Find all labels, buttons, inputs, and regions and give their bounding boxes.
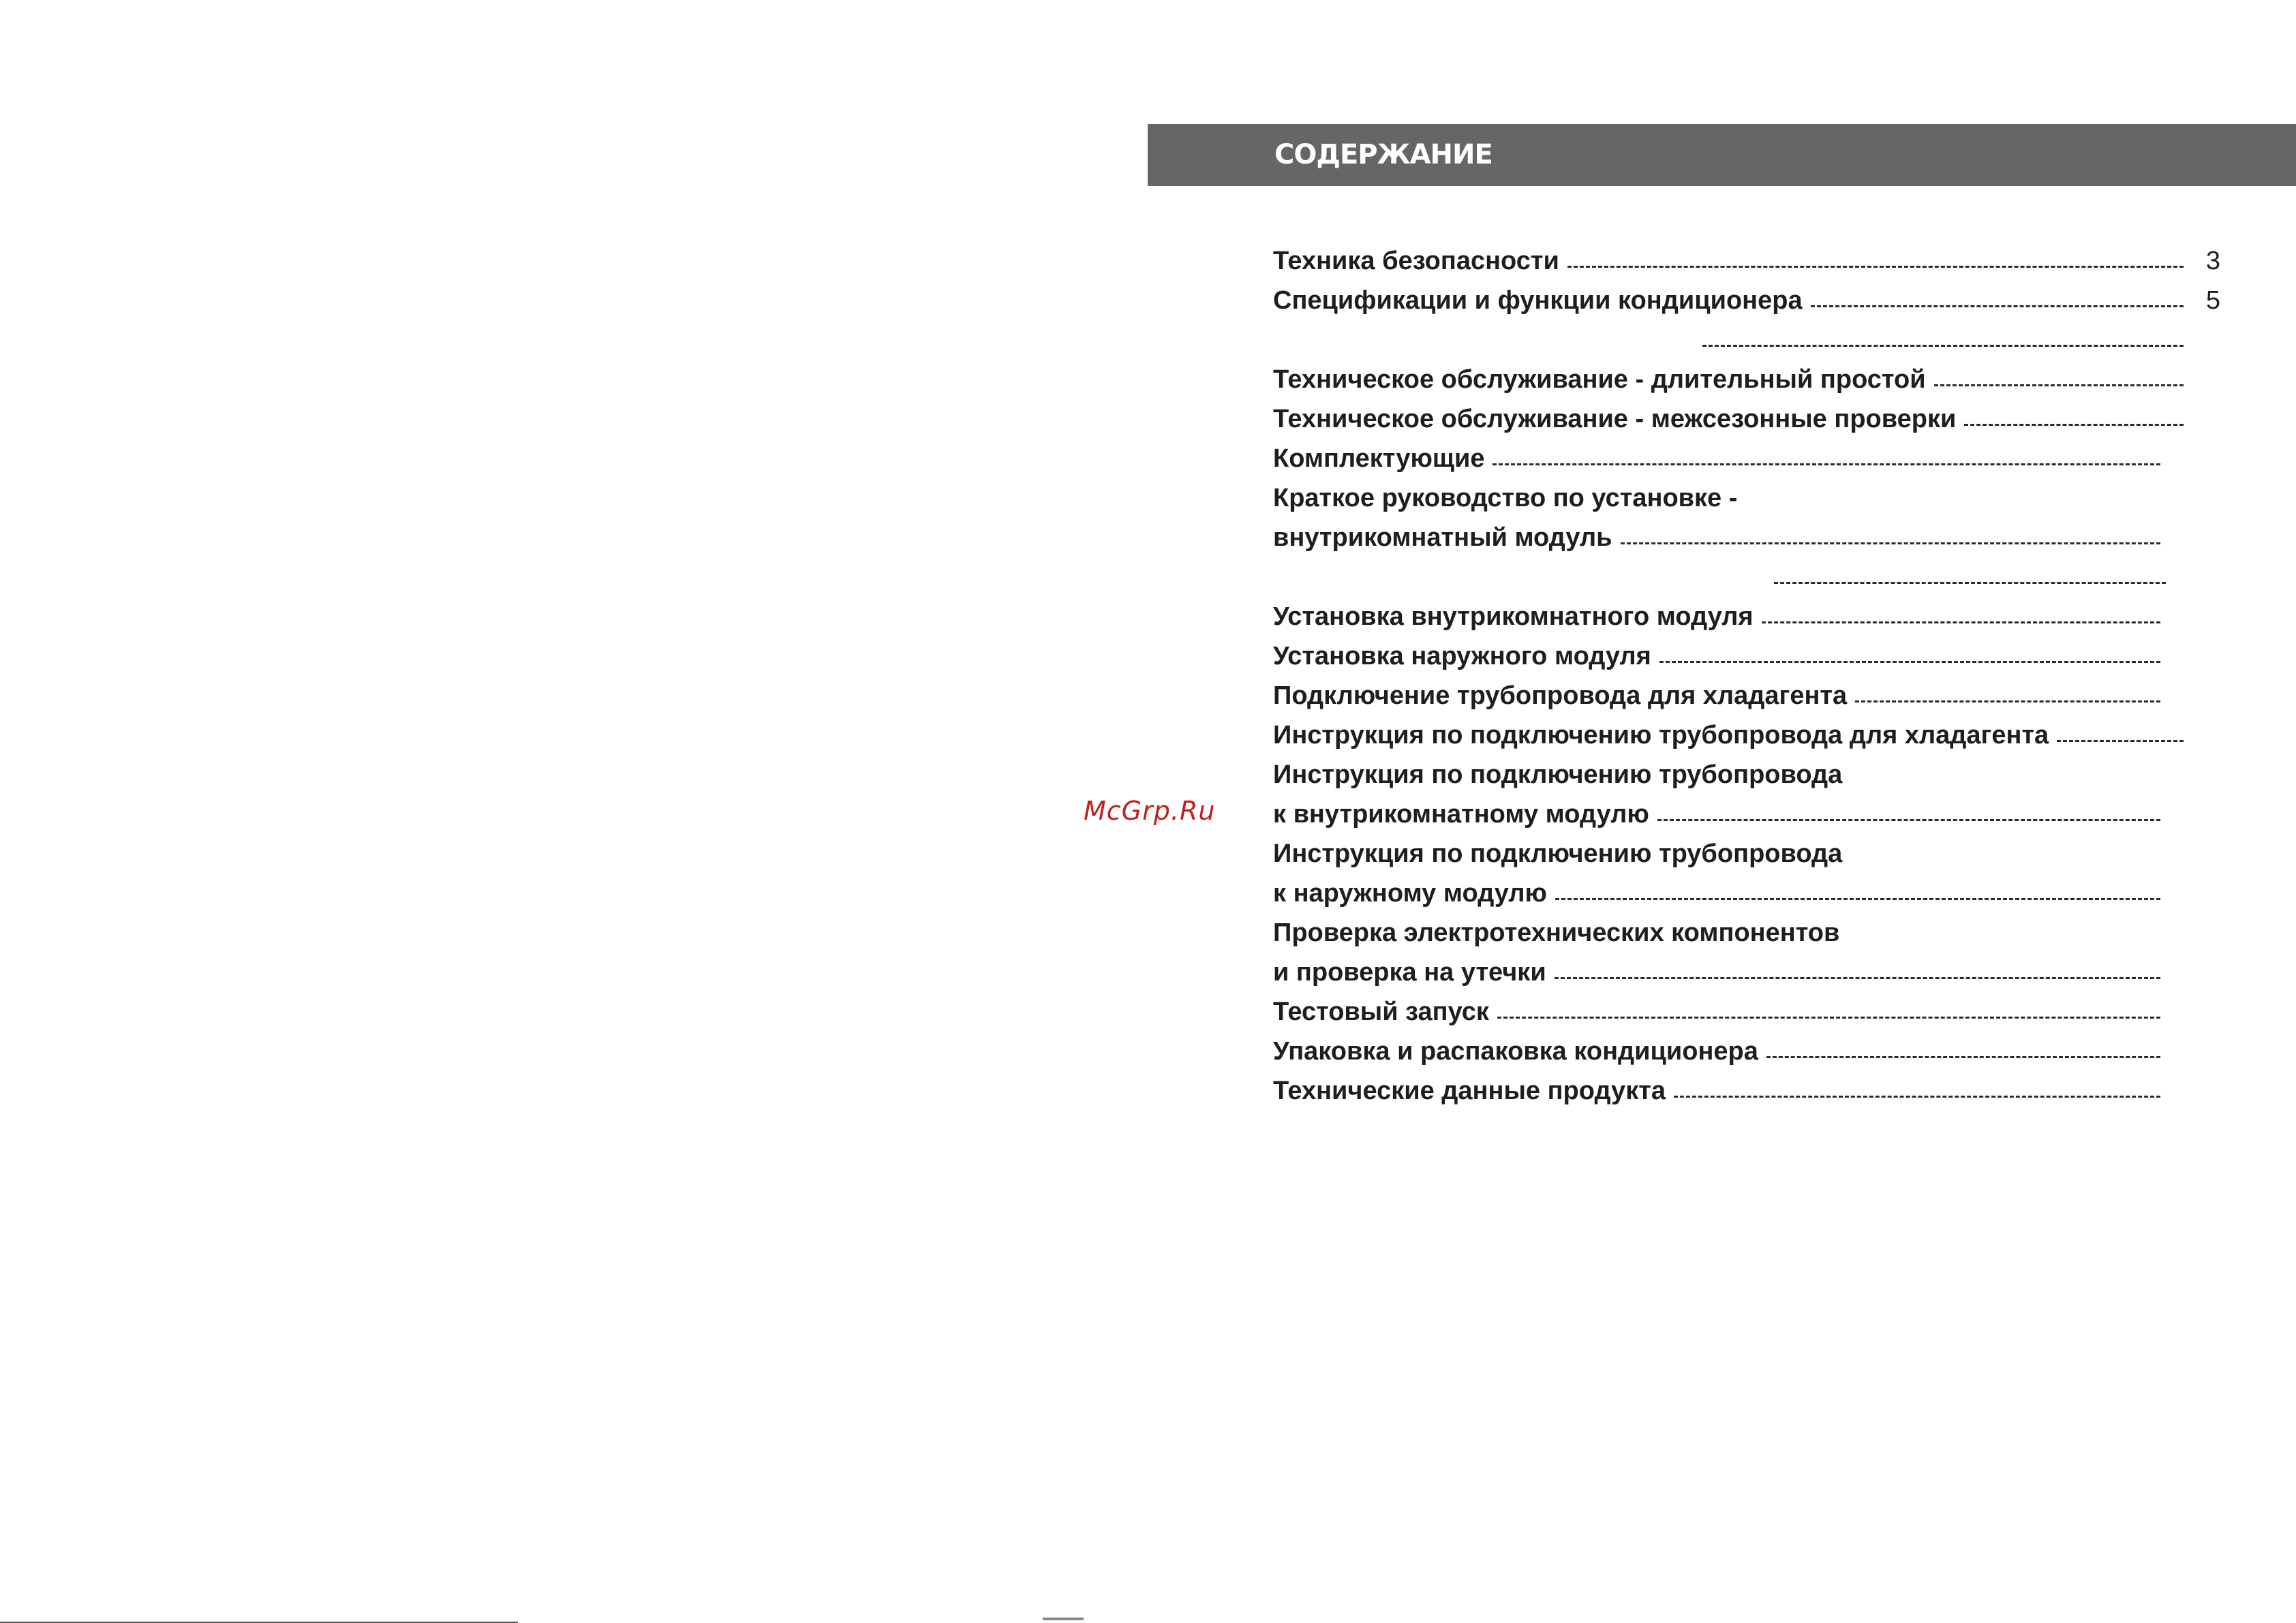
dot-leader (1567, 266, 2184, 268)
toc-entry-label: Техника безопасности (1273, 246, 1559, 275)
dot-leader (1555, 898, 2160, 900)
toc-entry-label: Установка внутрикомнатного модуля (1273, 602, 1754, 631)
toc-entry-quick-guide[interactable] (1273, 478, 2186, 518)
toc-entry-specifications[interactable] (1273, 281, 2220, 320)
page-title: СОДЕРЖАНИЕ (1274, 139, 1493, 170)
toc-entry-label: внутрикомнатный модуль (1273, 523, 1612, 552)
toc-entry-label: Технические данные продукта (1273, 1076, 1666, 1105)
toc-entry-label: Подключение трубопровода для хладагента (1273, 681, 1848, 710)
toc-entry-label: Техническое обслуживание - длительный простой (1273, 365, 1926, 394)
dot-leader (1934, 384, 2184, 386)
toc-page-number: 3 (2205, 247, 2220, 275)
toc-entry-label: Установка наружного модуля (1273, 641, 1651, 670)
toc-leader-line (1273, 557, 2186, 597)
toc-entry-label: и проверка на утечки (1273, 957, 1546, 987)
toc-entry-label: Инструкция по подключению трубопровода для хладагента (1273, 720, 2049, 749)
toc-page-number: 5 (2205, 286, 2220, 315)
header-band (1148, 124, 2296, 186)
dot-leader (1855, 700, 2160, 702)
toc-leader-line (1273, 320, 2186, 360)
dot-leader (1657, 819, 2160, 821)
toc-entry-technical-data[interactable] (1273, 1071, 2186, 1111)
toc-entry-label: Упаковка и распаковка кондиционера (1273, 1036, 1758, 1066)
dot-leader (1766, 1056, 2160, 1058)
toc-entry-label: Инструкция по подключению трубопровода (1273, 760, 1843, 789)
toc-entry-label: Спецификации и функции кондиционера (1273, 285, 1803, 315)
watermark-text: McGrp.Ru (1084, 796, 1216, 826)
dot-leader (1497, 1017, 2160, 1019)
toc-entry-outdoor-install[interactable] (1273, 636, 2186, 676)
toc-entry-label: Техническое обслуживание - межсезонные проверки (1273, 404, 1957, 433)
dot-leader (1811, 305, 2184, 307)
toc-entry-label: к внутрикомнатному модулю (1273, 799, 1649, 829)
dot-leader (1555, 977, 2160, 979)
toc-entry-refrigerant-instructions[interactable] (1273, 715, 2186, 755)
toc-entry-label: Тестовый запуск (1273, 997, 1489, 1026)
dot-leader (1659, 661, 2160, 663)
dot-leader (1493, 463, 2160, 465)
table-of-contents (1273, 241, 2220, 1111)
dot-leader (1621, 542, 2161, 544)
toc-entry-maintenance-idle[interactable] (1273, 360, 2186, 399)
toc-entry-indoor-piping[interactable] (1273, 755, 2186, 794)
dot-leader (1774, 582, 2166, 584)
toc-entry-safety[interactable] (1273, 241, 2220, 281)
dot-leader (2057, 740, 2184, 742)
dot-leader (1762, 621, 2160, 623)
toc-entry-maintenance-seasonal[interactable] (1273, 399, 2186, 439)
toc-entry-label: Инструкция по подключению трубопровода (1273, 839, 1843, 868)
toc-entry-label: Краткое руководство по установке - (1273, 483, 1738, 512)
toc-entry-indoor-install[interactable] (1273, 597, 2186, 636)
toc-entry-refrigerant-piping[interactable] (1273, 676, 2186, 715)
toc-entry-label: Комплектующие (1273, 444, 1485, 473)
footer-mark (1043, 1618, 1084, 1620)
dot-leader (1964, 424, 2184, 426)
toc-entry-test-run[interactable] (1273, 992, 2186, 1032)
toc-entry-leak-check[interactable] (1273, 953, 2186, 992)
toc-entry-packing[interactable] (1273, 1032, 2186, 1071)
toc-entry-quick-guide-indoor[interactable] (1273, 518, 2186, 557)
toc-entry-components[interactable] (1273, 439, 2186, 478)
toc-entry-outdoor-piping-cont[interactable] (1273, 874, 2186, 913)
toc-entry-indoor-piping-cont[interactable] (1273, 794, 2186, 834)
toc-entry-label: к наружному модулю (1273, 878, 1548, 908)
toc-entry-outdoor-piping[interactable] (1273, 834, 2186, 874)
dot-leader (1674, 1096, 2160, 1098)
toc-entry-electrical-check[interactable] (1273, 913, 2186, 953)
dot-leader (1702, 345, 2184, 347)
toc-entry-label: Проверка электротехнических компонентов (1273, 918, 1840, 947)
